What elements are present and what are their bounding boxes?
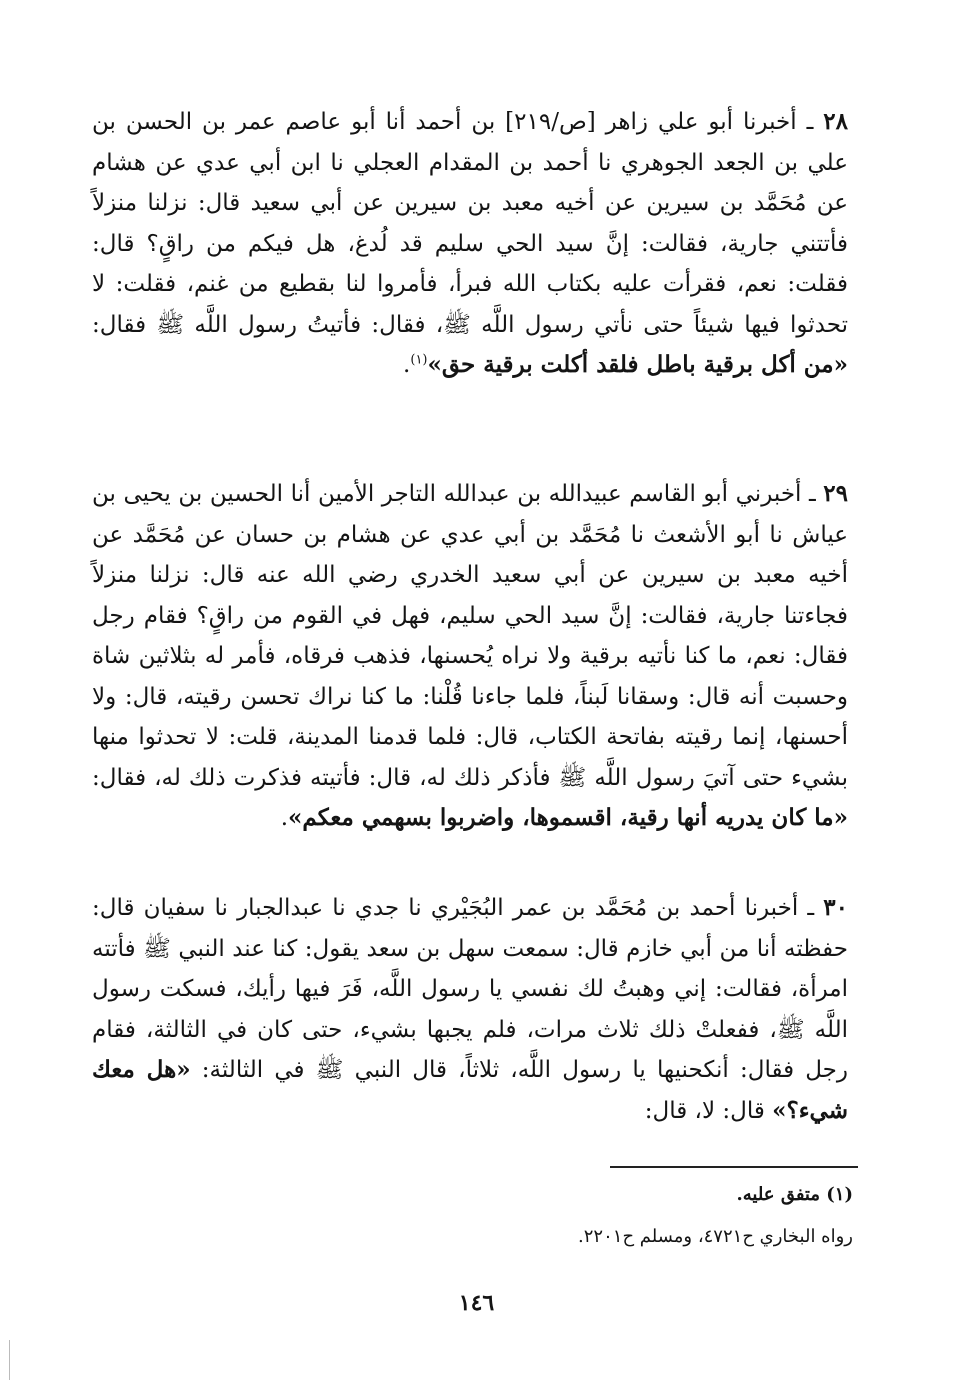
footnote-separator [610, 1166, 858, 1168]
scan-edge-mark [9, 1340, 10, 1380]
hadith-number: ٣٠ [823, 894, 848, 921]
hadith-text: ـ أخبرني أبو القاسم عبيدالله بن عبدالله التاجر الأمين أنا الحسين بن يحيى بن عياش نا أبو الأشعث نا مُحَمَّد بن أبي عدي عن هشام بن حسان عن مُحَمَّد عن أخيه معبد بن سيرين عن أبي سعيد الخدري رضي الله عنه قال: نزلنا منزلاً فجاءتنا جارية، فقالت: إنَّ سيد الحي سليم، فهل في القوم من راقٍ؟ فقام رجل فقال: نعم، ما كنا نأتيه برقية ولا نراه يُحسنها، فذهب فرقاه، فأمر له بثلاثين شاة وحسبت أنه قال: وسقانا لَبناً، فلما جاءنا قُلْنا: ما كنا نراك تحسن رقيته، قال: ولا أحسنها، إنما رقيته بفاتحة الكتاب، قال: فلما قدمنا المدينة، قلت: لا تحدثوا منها بشيء حتى آتيَ رسول اللَّه ﷺ فأذكر ذلك له، قال: فأتيته فذكرت ذلك له، فقال: [92, 481, 848, 791]
hadith-text-end: . [280, 805, 289, 831]
hadith-28 [92, 102, 848, 386]
hadith-text-end: قال: لا، قال: [644, 1097, 773, 1124]
footnote-reference: (١) [410, 352, 428, 368]
hadith-number: ٢٨ [823, 108, 848, 135]
prophetic-saying: «من أكل برقية باطل فلقد أكلت برقية حق» [427, 351, 848, 378]
prophetic-saying: «هل معك شيء؟» [92, 1056, 848, 1124]
hadith-text: ـ أخبرنا أحمد بن مُحَمَّد بن عمر البُجَيْري نا جدي نا عبدالجبار نا سفيان قال: حفظته أنا من أبي خازم قال: سمعت سهل بن سعد يقول: كنا عند النبي ﷺ فأتته امرأة، فقالت: إني وهبتُ لك نفسي يا رسول اللَّه، فَرَ فيها رأيك، فسكت رسول اللَّه ﷺ، ففعلتْ ذلك ثلاث مرات، فلم يجبها بشيء، حتى كان في الثالثة، فقام رجل فقال: أنكحنيها يا رسول اللَّه، ثلاثاً، قال النبي ﷺ في الثالثة: [92, 895, 849, 1083]
hadith-text: ـ أخبرنا أبو علي زاهر [ص/٢١٩] بن أحمد أنا أبو عاصم عمر بن الحسن بن علي بن الجعد الجوهري نا أحمد بن المقدام العجلي نا ابن أبي عدي عن هشام عن مُحَمَّد بن سيرين عن أخيه معبد بن سيرين عن أبي سعيد قال: نزلنا منزلاً فأتتني جارية، فقالت: إنَّ سيد الحي سليم قد لُدغ، هل فيكم من راقٍ؟ قال: فقلت: نعم، فقرأت عليه بكتاب الله فبرأ، فأمروا لنا بقطيع من غنم، فقلت: لا تحدثوا فيها شيئاً حتى نأتي رسول اللَّه ﷺ، فقال: فأتيتُ رسول اللَّه ﷺ فقال: [92, 109, 848, 338]
hadith-text-end: . [403, 352, 411, 378]
footnote-1-source: رواه البخاري ح٤٧٢١، ومسلم ح٢٢٠١. [578, 1226, 853, 1247]
hadith-number: ٢٩ [823, 480, 848, 507]
hadith-29 [92, 474, 848, 839]
page-number: ١٤٦ [458, 1290, 495, 1316]
footnote-1: (١) متفق عليه. [736, 1184, 853, 1205]
hadith-30 [92, 888, 848, 1131]
prophetic-saying: «ما كان يدريه أنها رقية، اقسموها، واضربوا بسهمي معكم» [288, 804, 848, 831]
